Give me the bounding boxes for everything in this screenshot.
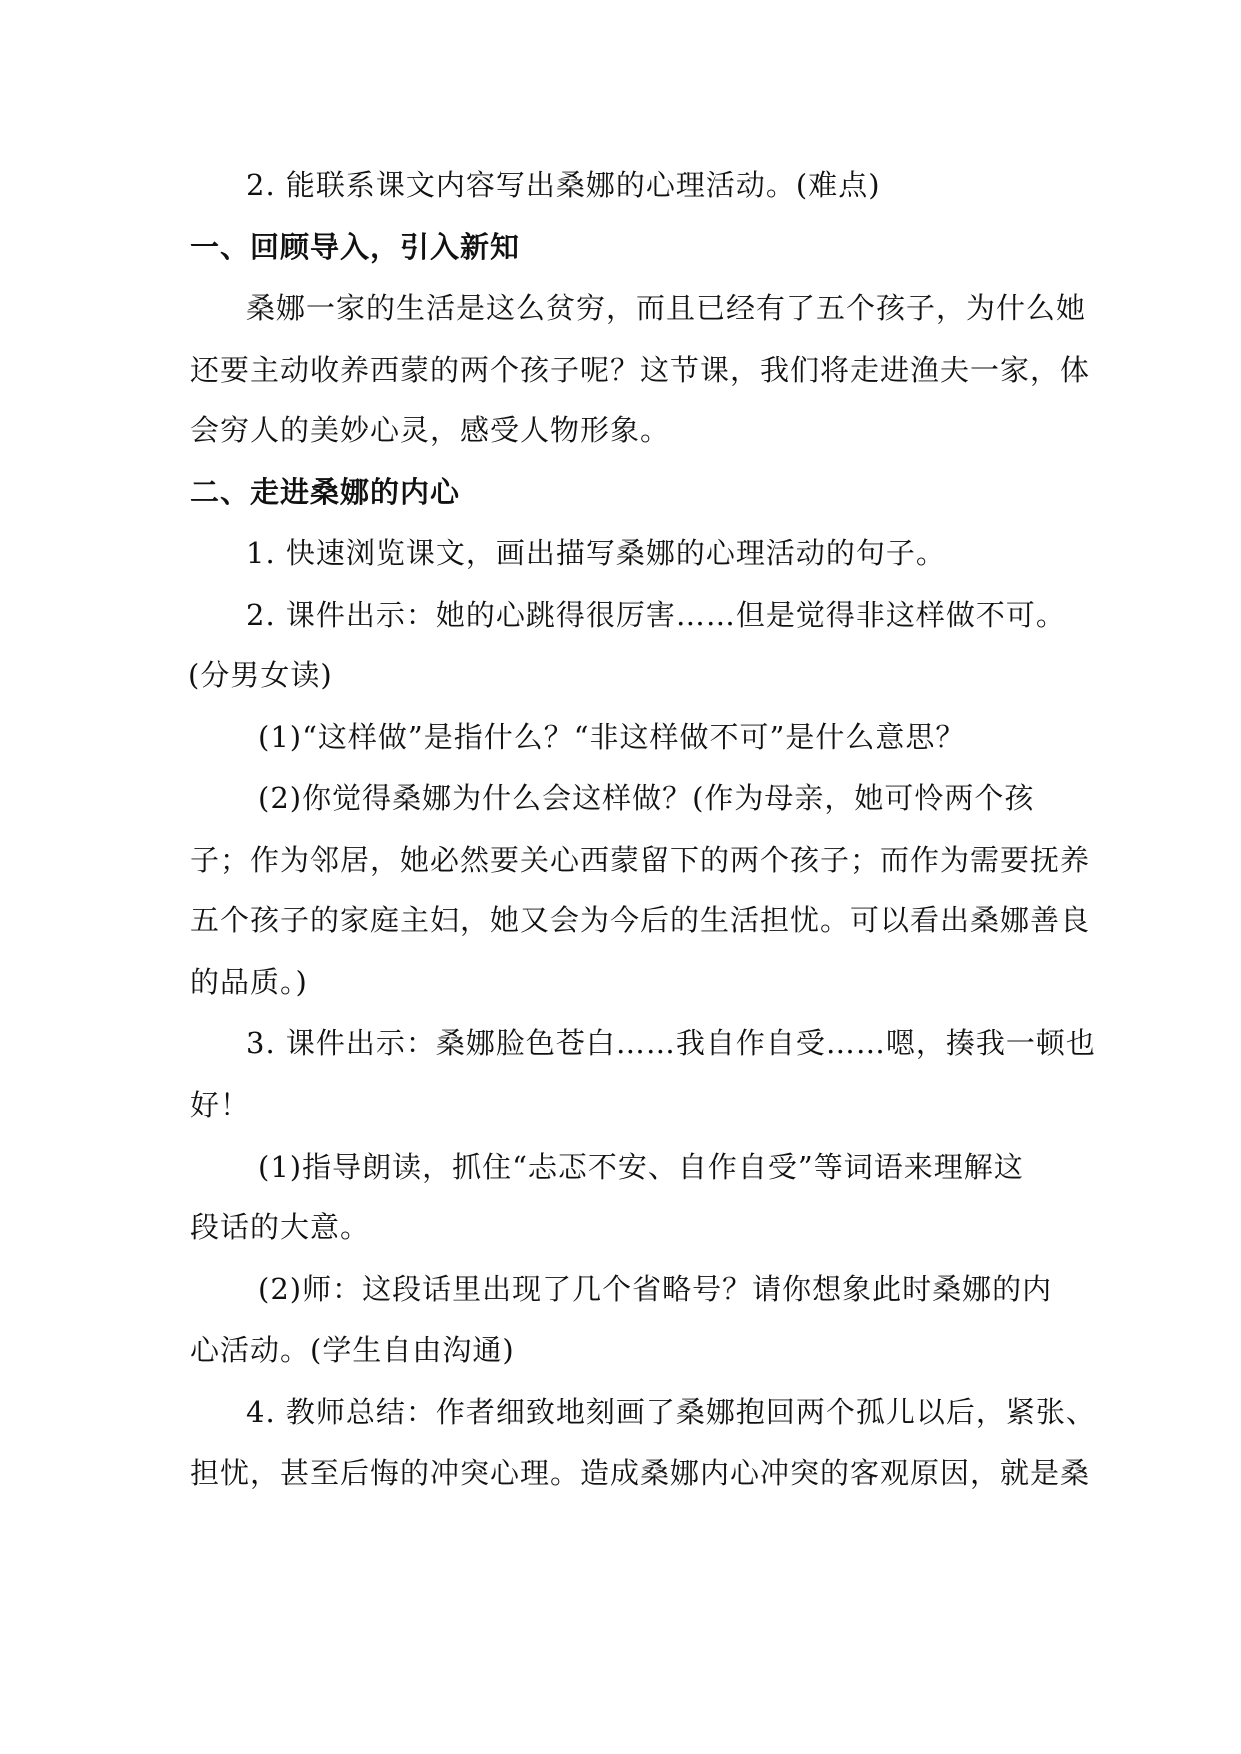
step-3-question-2-line: (2)师：这段话里出现了几个省略号？请你想象此时桑娜的内 xyxy=(258,1272,1053,1306)
step-2-question-1: (1)“这样做”是指什么？“非这样做不可”是什么意思？ xyxy=(258,720,966,754)
step-2-question-2-line: 子；作为邻居，她必然要关心西蒙留下的两个孩子；而作为需要抚养 xyxy=(190,843,1091,877)
step-2-question-2-line: (2)你觉得桑娜为什么会这样做？(作为母亲，她可怜两个孩 xyxy=(258,781,1035,815)
section-1-paragraph-line: 桑娜一家的生活是这么贫穷，而且已经有了五个孩子，为什么她 xyxy=(246,291,1087,325)
section-1-paragraph-line: 会穷人的美妙心灵，感受人物形象。 xyxy=(190,413,671,447)
step-2-line: (分男女读) xyxy=(188,658,333,692)
step-1: 1. 快速浏览课文，画出描写桑娜的心理活动的句子。 xyxy=(246,536,946,570)
step-3-line: 3. 课件出示：桑娜脸色苍白……我自作自受……嗯，揍我一顿也 xyxy=(246,1026,1096,1060)
step-4-line: 担忧，甚至后悔的冲突心理。造成桑娜内心冲突的客观原因，就是桑 xyxy=(190,1456,1091,1490)
section-1-paragraph-line: 还要主动收养西蒙的两个孩子呢？这节课，我们将走进渔夫一家，体 xyxy=(190,353,1091,387)
step-3-question-1-line: (1)指导朗读，抓住“忐忑不安、自作自受”等词语来理解这 xyxy=(258,1150,1024,1184)
step-2-question-2-line: 五个孩子的家庭主妇，她又会为今后的生活担忧。可以看出桑娜善良 xyxy=(190,903,1091,937)
step-3-question-2-line: 心活动。(学生自由沟通) xyxy=(190,1333,515,1367)
objective-2: 2. 能联系课文内容写出桑娜的心理活动。(难点) xyxy=(246,168,881,202)
step-4-line: 4. 教师总结：作者细致地刻画了桑娜抱回两个孤儿以后，紧张、 xyxy=(246,1395,1096,1429)
section-2-heading: 二、走进桑娜的内心 xyxy=(190,475,461,509)
step-3-line: 好！ xyxy=(190,1088,251,1122)
step-2-question-2-line: 的品质。) xyxy=(190,965,308,999)
step-3-question-1-line: 段话的大意。 xyxy=(190,1210,371,1244)
section-1-heading: 一、回顾导入，引入新知 xyxy=(190,230,521,264)
step-2-line: 2. 课件出示：她的心跳得很厉害……但是觉得非这样做不可。 xyxy=(246,598,1066,632)
